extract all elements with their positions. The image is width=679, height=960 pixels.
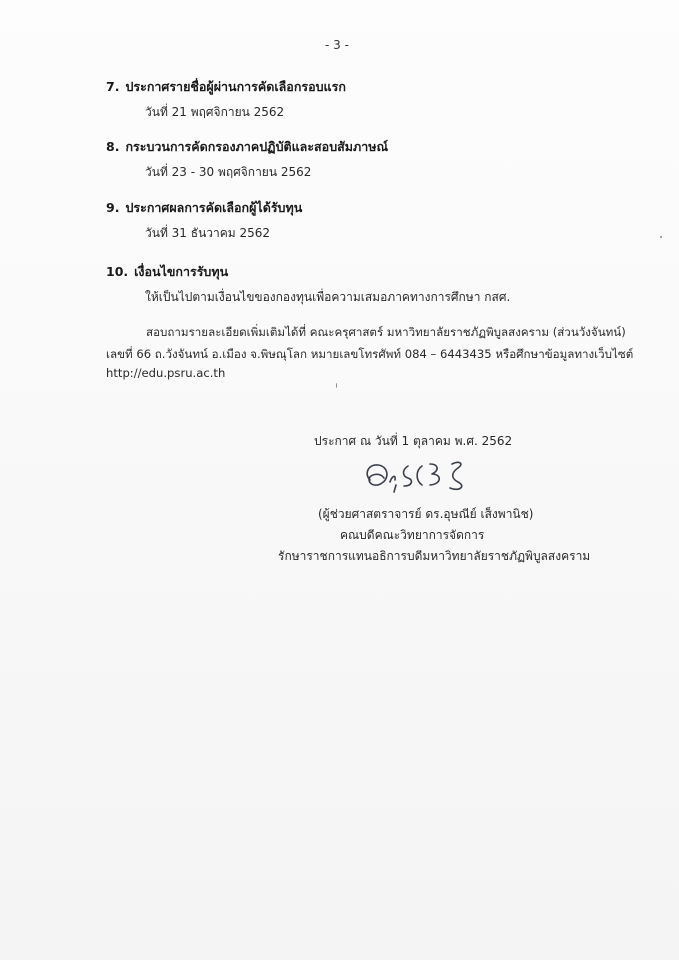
section-date: วันที่ 21 พฤศจิกายน 2562 [145,105,285,119]
contact-line-2: เลขที่ 66 ถ.วังจันทน์ อ.เมือง จ.พิษณุโลก หมายเลขโทรศัพท์ 084 – 6443435 หรือศึกษาข้อมูลทางเว็บไซต์ [106,347,634,361]
section-heading [106,198,302,218]
section-date: วันที่ 31 ธันวาคม 2562 [145,226,271,240]
section-title: เงื่อนไขการรับทุน [134,264,229,279]
section-number: 10. [106,264,129,279]
signature-image [360,452,500,500]
section-text: ให้เป็นไปตามเงื่อนไขของกองทุนเพื่อความเสมอภาคทางการศึกษา กสศ. [145,290,511,304]
contact-website: http://edu.psru.ac.th [106,366,226,380]
section-number: 8. [106,139,120,154]
page-number: - 3 - [325,38,349,52]
section-title: ประกาศผลการคัดเลือกผู้ได้รับทุน [125,200,303,215]
scan-speck [336,383,337,388]
section-10 [106,262,510,307]
signer-title: คณบดีคณะวิทยาการจัดการ [340,528,485,542]
announcement-date: ประกาศ ณ วันที่ 1 ตุลาคม พ.ศ. 2562 [314,434,513,448]
scan-speck [660,236,662,238]
section-heading [106,262,510,282]
section-8 [106,137,388,182]
section-heading [106,137,388,157]
section-number: 7. [106,79,120,94]
section-title: ประกาศรายชื่อผู้ผ่านการคัดเลือกรอบแรก [125,79,346,94]
section-7 [106,77,346,122]
signer-role: รักษาราชการแทนอธิการบดีมหาวิทยาลัยราชภัฏพิบูลสงคราม [278,549,591,563]
section-title: กระบวนการคัดกรองภาคปฏิบัติและสอบสัมภาษณ์ [125,139,389,154]
section-heading [106,77,346,97]
section-number: 9. [106,200,120,215]
section-9 [106,198,302,243]
section-date: วันที่ 23 - 30 พฤศจิกายน 2562 [145,165,312,179]
contact-line-1: สอบถามรายละเอียดเพิ่มเติมได้ที่ คณะครุศาสตร์ มหาวิทยาลัยราชภัฏพิบูลสงคราม (ส่วนวังจันทน์) [146,325,626,339]
signer-name: (ผู้ช่วยศาสตราจารย์ ดร.อุษณีย์ เส็งพานิช) [318,507,534,521]
